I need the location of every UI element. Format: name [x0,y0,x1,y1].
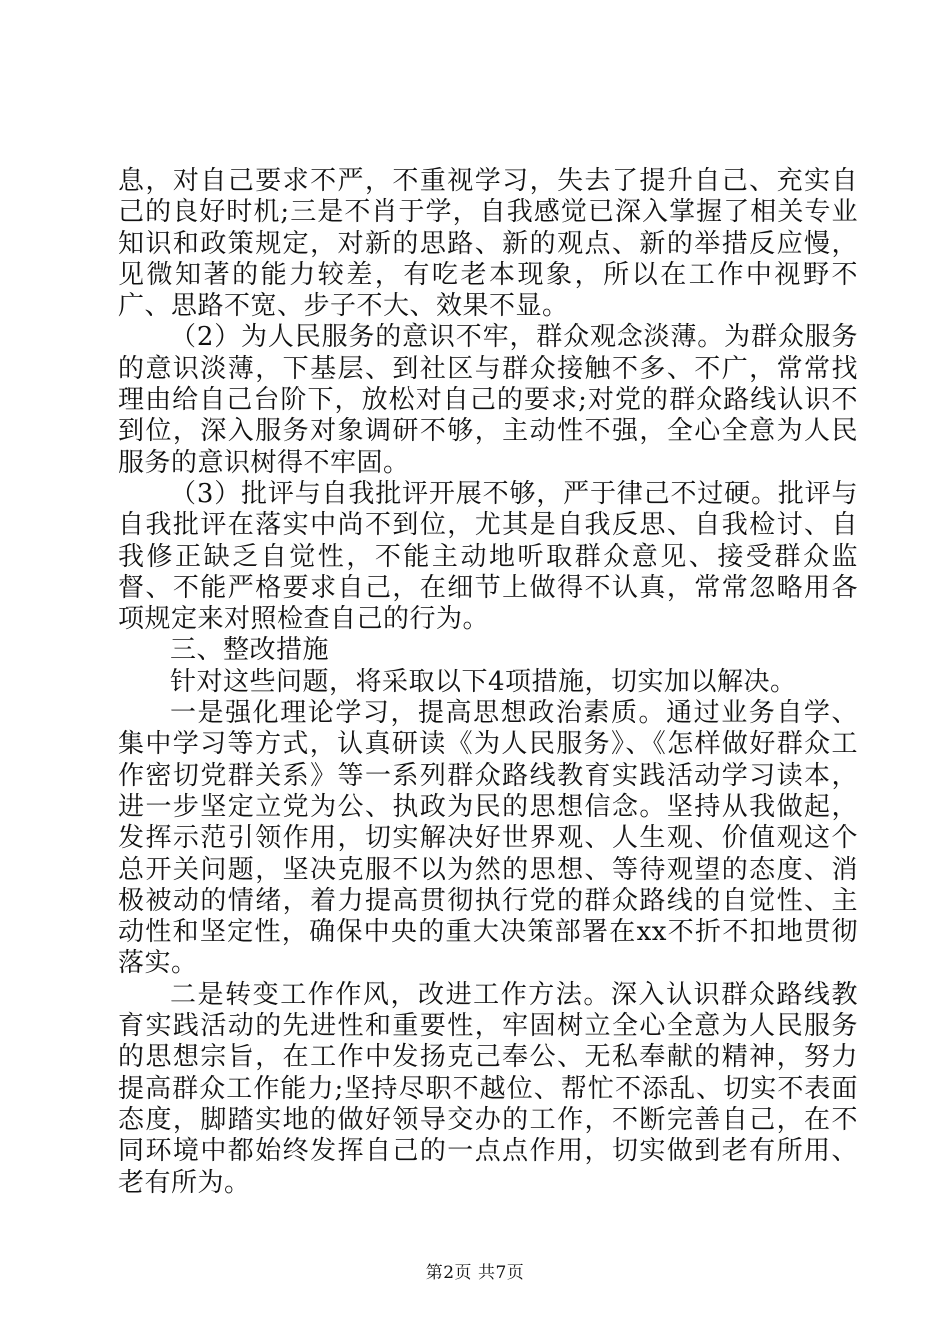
section-heading-rectification: 三、整改措施 [170,635,330,666]
page-footer: 第2页 共7页 [425,1263,525,1283]
paragraph-measure-two: 二是转变工作作风，改进工作方法。深入认识群众路线教育实践活动的先进性和重要性，牢固树立全心全意为人民服务的思想宗旨，在工作中发扬克己奉公、无私奉献的精神，努力提高群众工作能力;坚持尽职不越位、帮忙不添乱、切实不表面态度，脚踏实地的做好领导交办的工作，不断完善自己，在不同环境中都始终发挥自己的一点点作用，切实做到老有所用、老有所为。 [118,979,858,1198]
paragraph-continuation: 息，对自己要求不严，不重视学习，失去了提升自己、充实自己的良好时机;三是不肖于学，自我感觉已深入掌握了相关专业知识和政策规定，对新的思路、新的观点、新的举措反应慢，见微知著的能力较差，有吃老本现象，所以在工作中视野不广、思路不宽、步子不大、效果不显。 [118,166,858,322]
document-body [118,166,858,1199]
paragraph-measures-intro: 针对这些问题，将采取以下4项措施，切实加以解决。 [170,666,797,697]
paragraph-criticism: （3）批评与自我批评开展不够，严于律己不过硬。批评与自我批评在落实中尚不到位，尤其是自我反思、自我检讨、自我修正缺乏自觉性，不能主动地听取群众意见、接受群众监督、不能严格要求自己，在细节上做得不认真，常常忽略用各项规定来对照检查自己的行为。 [118,478,858,635]
paragraph-measure-one: 一是强化理论学习，提高思想政治素质。通过业务自学、集中学习等方式，认真研读《为人民服务》、《怎样做好群众工作密切党群关系》等一系列群众路线教育实践活动学习读本，进一步坚定立党为公、执政为民的思想信念。坚持从我做起，发挥示范引领作用，切实解决好世界观、人生观、价值观这个总开关问题，坚决克服不以为然的思想、等待观望的态度、消极被动的情绪，着力提高贯彻执行党的群众路线的自觉性、主动性和坚定性，确保中央的重大决策部署在xx不折不扣地贯彻落实。 [118,698,858,979]
paragraph-service-awareness: （2）为人民服务的意识不牢，群众观念淡薄。为群众服务的意识淡薄，下基层、到社区与群众接触不多、不广，常常找理由给自己台阶下，放松对自己的要求;对党的群众路线认识不到位，深入服务对象调研不够，主动性不强，全心全意为人民服务的意识树得不牢固。 [118,322,858,478]
